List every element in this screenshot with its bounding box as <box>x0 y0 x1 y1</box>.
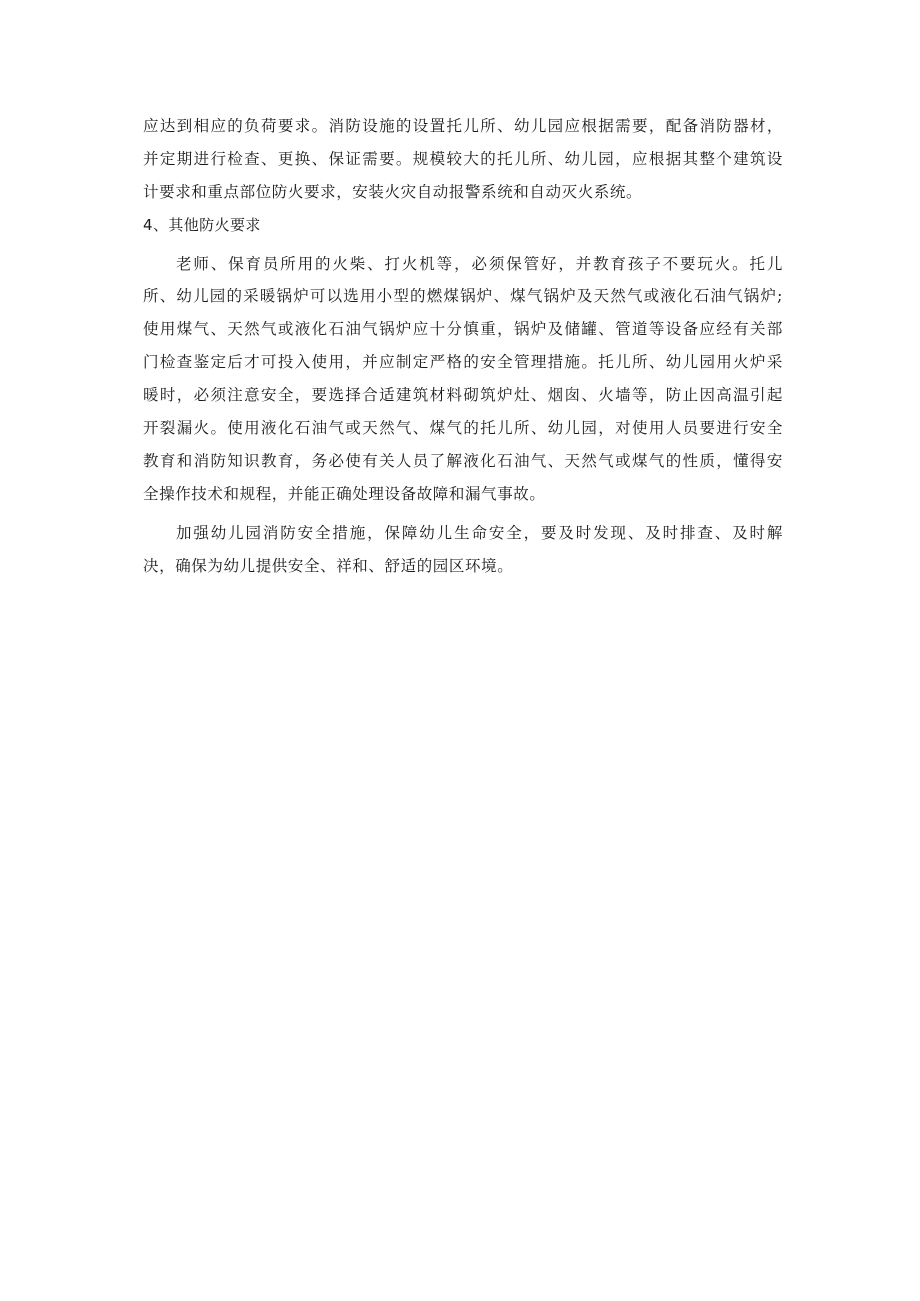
paragraph-line: 教育和消防知识教育，务必使有关人员了解液化石油气、天然气或煤气的性质，懂得安 <box>143 452 783 470</box>
paragraph-line: 老师、保育员所用的火柴、打火机等，必须保管好，并教育孩子不要玩火。托儿 <box>176 255 783 273</box>
paragraph-line: 应达到相应的负荷要求。消防设施的设置托儿所、幼儿园应根据需要，配备消防器材， <box>143 117 783 135</box>
paragraph-line: 计要求和重点部位防火要求，安装火灾自动报警系统和自动灭火系统。 <box>143 183 643 201</box>
paragraph-line: 加强幼儿园消防安全措施，保障幼儿生命安全，要及时发现、及时排查、及时解 <box>176 524 783 542</box>
paragraph-line: 全操作技术和规程，并能正确处理设备故障和漏气事故。 <box>143 485 546 503</box>
paragraph-line: 并定期进行检查、更换、保证需要。规模较大的托儿所、幼儿园，应根据其整个建筑设 <box>143 150 783 168</box>
paragraph-line: 门检查鉴定后才可投入使用，并应制定严格的安全管理措施。托儿所、幼儿园用火炉采 <box>143 353 783 371</box>
section-heading: 4、其他防火要求 <box>143 216 261 234</box>
paragraph-line: 所、幼儿园的采暖锅炉可以选用小型的燃煤锅炉、煤气锅炉及天然气或液化石油气锅炉; <box>143 287 783 305</box>
paragraph-line: 决，确保为幼儿提供安全、祥和、舒适的园区环境。 <box>143 557 514 575</box>
paragraph-line: 开裂漏火。使用液化石油气或天然气、煤气的托儿所、幼儿园，对使用人员要进行安全 <box>143 419 783 437</box>
paragraph-line: 暖时，必须注意安全，要选择合适建筑材料砌筑炉灶、烟囱、火墙等，防止因高温引起 <box>143 386 783 404</box>
paragraph-line: 使用煤气、天然气或液化石油气锅炉应十分慎重，锅炉及储罐、管道等设备应经有关部 <box>143 320 783 338</box>
